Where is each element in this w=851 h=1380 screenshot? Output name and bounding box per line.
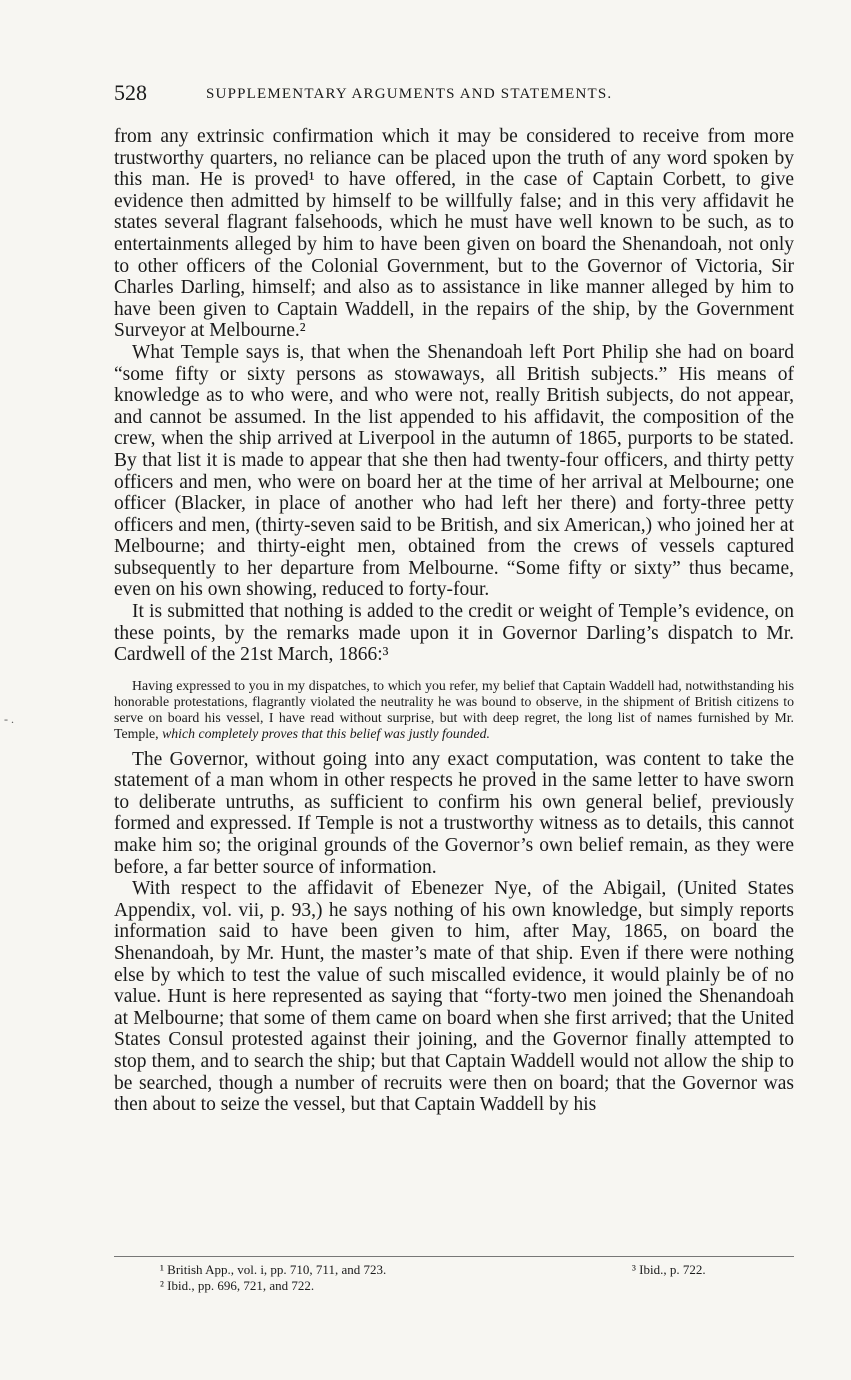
paragraph: It is submitted that nothing is added to the credit or weight of Temple’s evidence, on these points, by the remarks made upon it in Governor Darling’s dispatch to Mr. Cardwell of the 21st March, 1866:³ xyxy=(114,601,794,666)
paragraph: The Governor, without going into any exact computation, was content to take the statement of a man whom in other respects he proved in the same letter to have sworn to deliberate untruths, as sufficient to confirm his own general belief, previously formed and expressed. If Temple is not a trustworthy witness as to details, this cannot make him so; the original grounds of the Governor’s own belief remain, as they were before, a far better source of information. xyxy=(114,748,794,878)
footnote-divider xyxy=(114,1256,794,1257)
page-number: 528 xyxy=(114,80,147,105)
footnote-row xyxy=(160,1262,800,1278)
paragraph: from any extrinsic confirmation which it may be considered to receive from more trustworthy quarters, no reliance can be placed upon the truth of any word spoken by this man. He is proved¹ to have offered, in the case of Captain Corbett, to give evidence then admitted by himself to be willfully false; and in this very affidavit he states several flagrant falsehoods, which he must have well known to be such, as to entertainments alleged by him to have been given on board the Shenandoah, not only to other officers of the Colonial Government, but to the Governor of Victoria, Sir Charles Darling, himself; and also as to assistance in like manner alleged by him to have been given to Captain Waddell, in the repairs of the ship, by the Government Surveyor at Melbourne.² xyxy=(114,126,794,342)
body-text xyxy=(114,126,794,1116)
paragraph: With respect to the affidavit of Ebenezer Nye, of the Abigail, (United States Appendix, vol. vii, p. 93,) he says nothing of his own knowledge, but simply reports information said to have been given to him, after May, 1865, on board the Shenandoah, by Mr. Hunt, the master’s mate of that ship. Even if there were nothing else by which to test the value of such miscalled evidence, it would plainly be of no value. Hunt is here represented as saying that “forty-two men joined the Shenandoah at Melbourne; that some of them came on board when she first arrived; that the United States Consul protested against their joining, and the Governor finally attempted to stop them, and to search the ship; but that Captain Waddell would not allow the ship to be searched, though a number of recruits were then on board; that the Governor was then about to seize the vessel, but that Captain Waddell by his xyxy=(114,878,794,1116)
footnote-row xyxy=(160,1278,800,1294)
footnote-3: ³ Ibid., p. 722. xyxy=(632,1262,706,1277)
footnote-2: ² Ibid., pp. 696, 721, and 722. xyxy=(160,1278,315,1293)
margin-mark: - . xyxy=(4,712,14,726)
footnote-1: ¹ British App., vol. i, pp. 710, 711, and 723. xyxy=(160,1262,387,1277)
footnotes xyxy=(160,1262,800,1294)
running-head: SUPPLEMENTARY ARGUMENTS AND STATEMENTS. xyxy=(206,86,613,102)
quote-text: Having expressed to you in my dispatches, to which you refer, my belief that Captain Waddell had, notwithstanding his honorable protestations, flagrantly violated the neutrality he was bound to observe, in the shipment of British citizens to serve on board his vessel, I have read without surprise, but with deep regret, the long list of names furnished by Mr. Temple, xyxy=(114,677,794,742)
paragraph: What Temple says is, that when the Shenandoah left Port Philip she had on board “some fifty or sixty persons as stowaways, all British subjects.” His means of knowledge as to who were, and who were not, really British subjects, do not appear, and cannot be assumed. In the list appended to his affidavit, the composition of the crew, when the ship arrived at Liverpool in the autumn of 1865, purports to be stated. By that list it is made to appear that she then had twenty-four officers, and thirty petty officers and men, who were on board her at the time of her arrival at Melbourne; one officer (Blacker, in place of another who had left her there) and forty-three petty officers and men, (thirty-seven said to be British, and six American,) who joined her at Melbourne; and thirty-eight men, obtained from the crews of vessels captured subsequently to her departure from Melbourne. “Some fifty or sixty” thus became, even on his own showing, reduced to forty-four. xyxy=(114,341,794,601)
page-header xyxy=(114,80,794,108)
block-quote xyxy=(114,678,794,743)
quote-emphasis: which completely proves that this belief was justly founded. xyxy=(162,726,490,742)
